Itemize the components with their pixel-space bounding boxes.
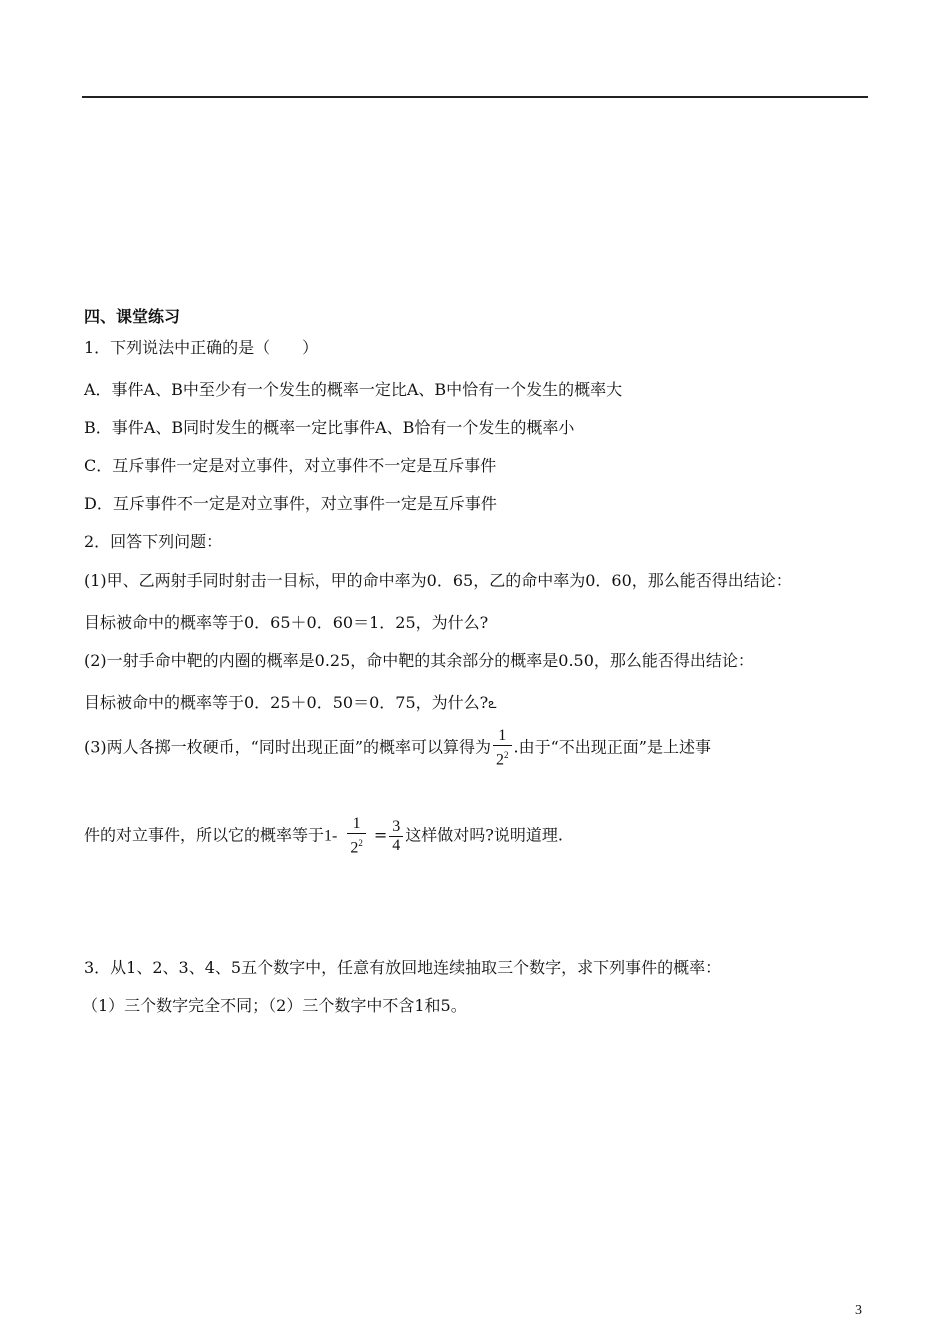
- q1-option-a: A．事件A、B中至少有一个发生的概率一定比A、B中恰有一个发生的概率大: [84, 380, 623, 399]
- fraction-denominator-exponent: 2: [504, 750, 509, 760]
- fraction2-denominator-base: 2: [350, 839, 359, 857]
- fraction-one-over-two-squared-2: [347, 815, 366, 857]
- q2-part3-line1: [84, 727, 711, 769]
- fraction-numerator: 1: [498, 727, 507, 744]
- q2-part3-line2-a: 件的对立事件，所以它的概率等于: [84, 825, 325, 845]
- q2-part3-line2-b: 这样做对吗?说明道理.: [405, 825, 563, 845]
- q1-stem-text: 1．下列说法中正确的是（ ）: [84, 338, 319, 357]
- fraction3-denominator: 4: [389, 836, 403, 855]
- q2-part3-line1-b: .由于“不出现正面”是上述事: [513, 737, 711, 757]
- q2-part1-line1: (1)甲、乙两射手同时射击一目标，甲的命中率为0．65，乙的命中率为0．60，那么能否得出结论：: [84, 571, 792, 590]
- q1-option-c: C．互斥事件一定是对立事件，对立事件不一定是互斥事件: [84, 456, 497, 475]
- fraction-three-quarters: [389, 818, 403, 855]
- fraction3-numerator: 3: [392, 817, 401, 835]
- q2-part2-line2: [84, 693, 496, 714]
- one-minus: 1-: [324, 827, 338, 845]
- q3-stem: 3．从1、2、3、4、5五个数字中，任意有放回地连续抽取三个数字，求下列事件的概率：: [84, 958, 722, 977]
- q2-part3-line2: [84, 815, 563, 857]
- fraction-one-over-two-squared: [493, 727, 512, 769]
- q2-part2-line1: (2)一射手命中靶的内圈的概率是0.25，命中靶的其余部分的概率是0.50，那么能否得出结论：: [84, 651, 754, 670]
- q2-part2-line2-text: 目标被命中的概率等于0．25＋0．50＝0．75，为什么?: [84, 693, 489, 712]
- fraction2-denominator: [347, 833, 366, 857]
- q2-part3-line1-a: (3)两人各掷一枚硬币，“同时出现正面”的概率可以算得为: [84, 737, 492, 757]
- q1-stem: [84, 338, 318, 358]
- section-title: 四、课堂练习: [84, 307, 181, 326]
- swirl-icon: ఽ: [488, 696, 497, 712]
- q1-option-d: D．互斥事件不一定是对立事件，对立事件一定是互斥事件: [84, 494, 497, 513]
- fraction-denominator: [493, 745, 512, 769]
- header-rule: [82, 96, 868, 98]
- equals-sign: =: [373, 825, 388, 845]
- q2-part1-line2: 目标被命中的概率等于0．65＋0．60＝1．25，为什么?: [84, 613, 489, 632]
- q2-stem: 2．回答下列问题：: [84, 532, 223, 551]
- fraction2-numerator: 1: [352, 815, 361, 832]
- q1-option-b: B．事件A、B同时发生的概率一定比事件A、B恰有一个发生的概率小: [84, 418, 575, 437]
- q3-parts: （1）三个数字完全不同；（2）三个数字中不含1和5。: [82, 996, 467, 1015]
- fraction-denominator-base: 2: [496, 751, 505, 769]
- fraction2-denominator-exponent: 2: [358, 838, 363, 848]
- page-number: 3: [855, 1303, 862, 1318]
